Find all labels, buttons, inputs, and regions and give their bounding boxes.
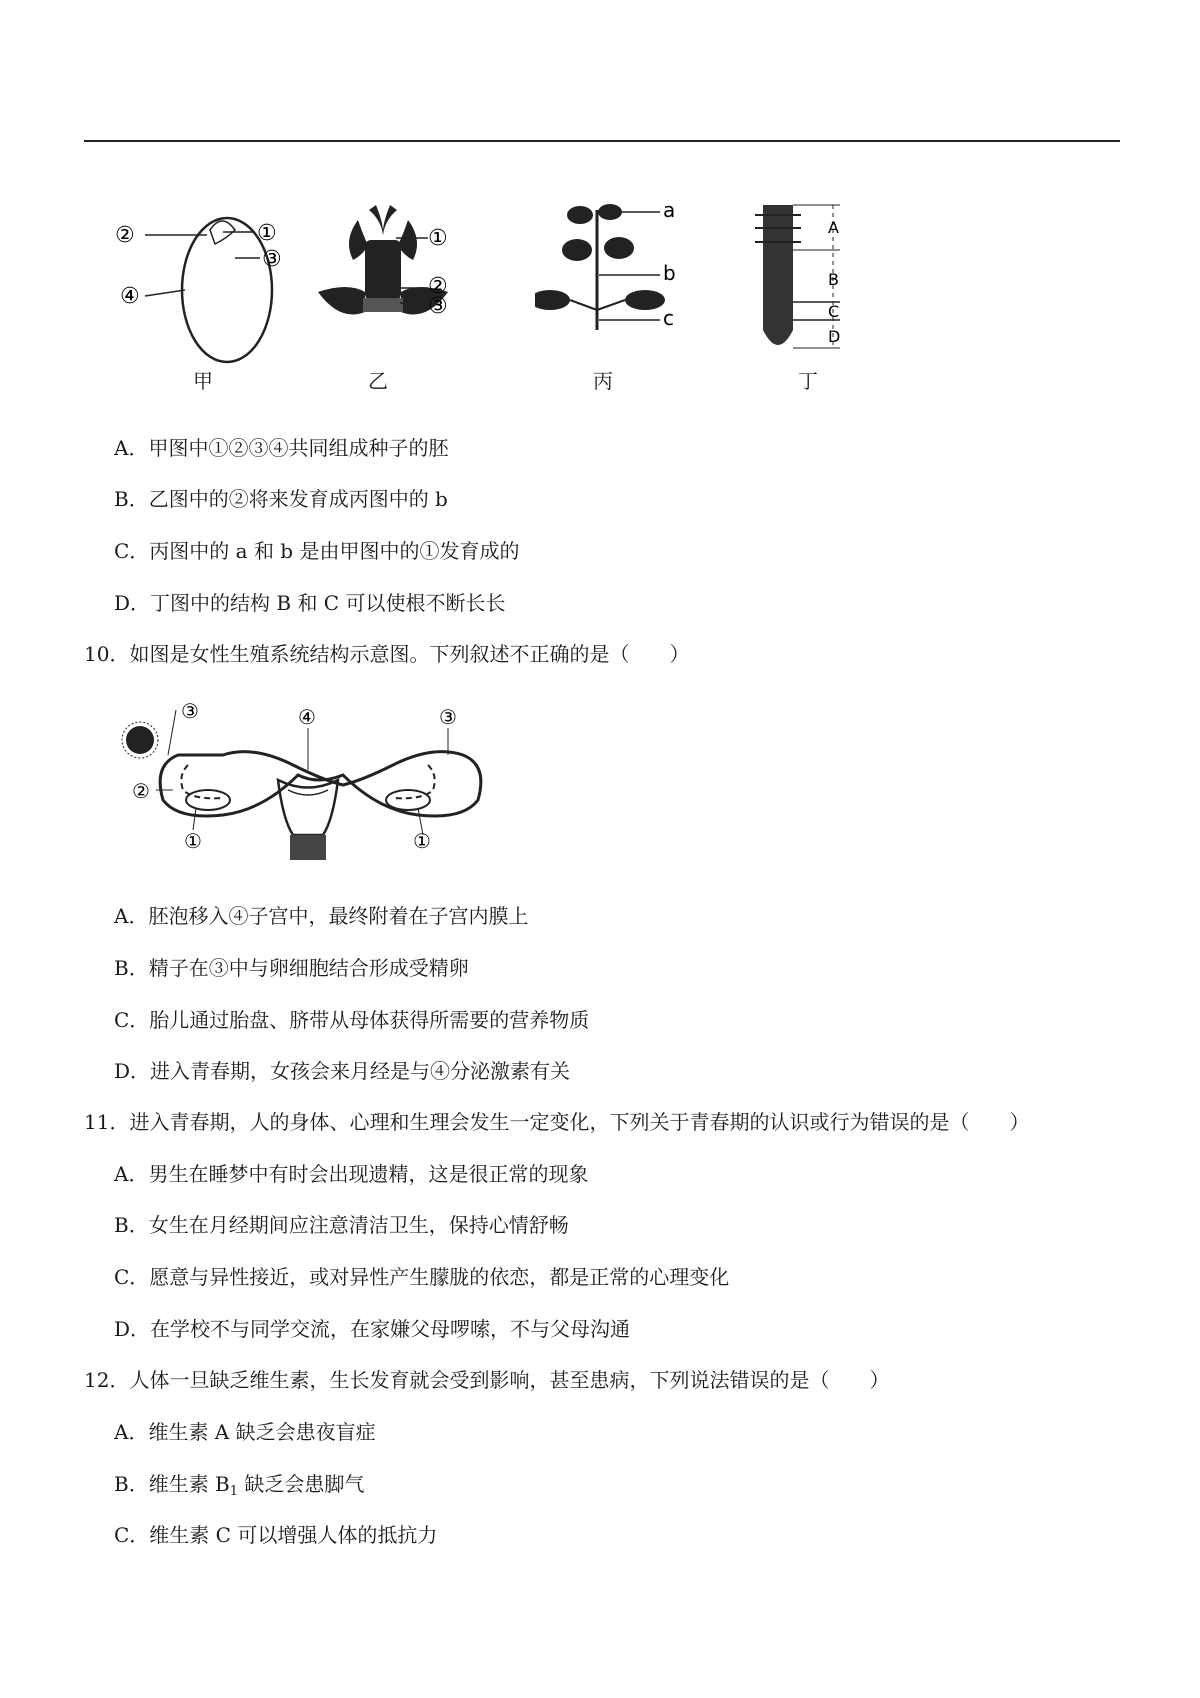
q12-option-b-subscript: 1 [229, 1484, 239, 1499]
q9-option-b: B．乙图中的②将来发育成丙图中的 b [114, 487, 448, 511]
fig10-label-3-left: ③ [181, 700, 199, 723]
fig10-label-1-left: ① [184, 829, 202, 853]
q10-option-b: B．精子在③中与卵细胞结合形成受精卵 [114, 956, 469, 980]
q12-option-b-prefix: B．维生素 B [114, 1472, 230, 1496]
q11-option-c: C．愿意与异性接近，或对异性产生朦胧的依恋，都是正常的心理变化 [114, 1265, 730, 1289]
figure-bing-plant [535, 200, 685, 350]
ding-label-c: C [828, 302, 840, 321]
jia-label-2: ② [115, 223, 135, 248]
fig10-label-4: ④ [298, 705, 316, 729]
caption-bing: 丙 [593, 369, 613, 393]
bing-label-a: a [663, 200, 676, 222]
jia-label-1: ① [257, 221, 277, 246]
bing-label-b: b [663, 261, 676, 285]
ding-label-a: A [828, 218, 839, 237]
figure-yi-seedling [318, 200, 468, 350]
q10-option-a: A．胚泡移入④子宫中，最终附着在子宫内膜上 [114, 904, 529, 928]
figure-ding-root [745, 200, 865, 360]
fig10-label-2: ② [132, 779, 150, 803]
q12-option-b-suffix: 缺乏会患脚气 [238, 1472, 365, 1496]
q9-option-a: A．甲图中①②③④共同组成种子的胚 [114, 436, 449, 460]
q9-option-c: C．丙图中的 a 和 b 是由甲图中的①发育成的 [114, 539, 520, 563]
yi-label-2: ② [428, 274, 448, 299]
q12-stem: 12．人体一旦缺乏维生素，生长发育就会受到影响，甚至患病，下列说法错误的是（ ） [84, 1368, 890, 1392]
q12-option-a: A．维生素 A 缺乏会患夜盲症 [114, 1420, 376, 1444]
caption-jia: 甲 [193, 369, 213, 393]
bing-label-c: c [663, 306, 674, 330]
yi-label-3: ③ [428, 294, 448, 319]
q12-option-c: C．维生素 C 可以增强人体的抵抗力 [114, 1523, 438, 1547]
q11-option-b: B．女生在月经期间应注意清洁卫生，保持心情舒畅 [114, 1213, 569, 1237]
q10-option-d: D．进入青春期，女孩会来月经是与④分泌激素有关 [114, 1059, 571, 1083]
q10-stem: 10．如图是女性生殖系统结构示意图。下列叙述不正确的是（ ） [84, 642, 690, 666]
q10-option-c: C．胎儿通过胎盘、脐带从母体获得所需要的营养物质 [114, 1008, 590, 1032]
jia-label-3: ③ [262, 247, 282, 272]
figure-female-reproductive-system [118, 700, 498, 865]
figure-jia-seed [115, 200, 295, 370]
fig10-label-3-right: ③ [439, 705, 457, 729]
caption-yi: 乙 [368, 369, 388, 393]
q11-option-a: A．男生在睡梦中有时会出现遗精，这是很正常的现象 [114, 1162, 589, 1186]
ding-label-d: D [828, 327, 841, 346]
q11-stem: 11．进入青春期，人的身体、心理和生理会发生一定变化，下列关于青春期的认识或行为错误的是（ ） [84, 1110, 1030, 1134]
jia-label-4: ④ [120, 284, 140, 309]
q9-option-d: D．丁图中的结构 B 和 C 可以使根不断长长 [114, 591, 506, 615]
yi-label-1: ① [428, 226, 448, 251]
q11-option-d: D．在学校不与同学交流，在家嫌父母啰嗦，不与父母沟通 [114, 1317, 631, 1341]
header-rule [84, 140, 1120, 142]
caption-ding: 丁 [798, 369, 818, 393]
q12-option-b [114, 1468, 364, 1499]
ding-label-b: B [828, 270, 839, 289]
fig10-label-1-right: ① [413, 829, 431, 853]
